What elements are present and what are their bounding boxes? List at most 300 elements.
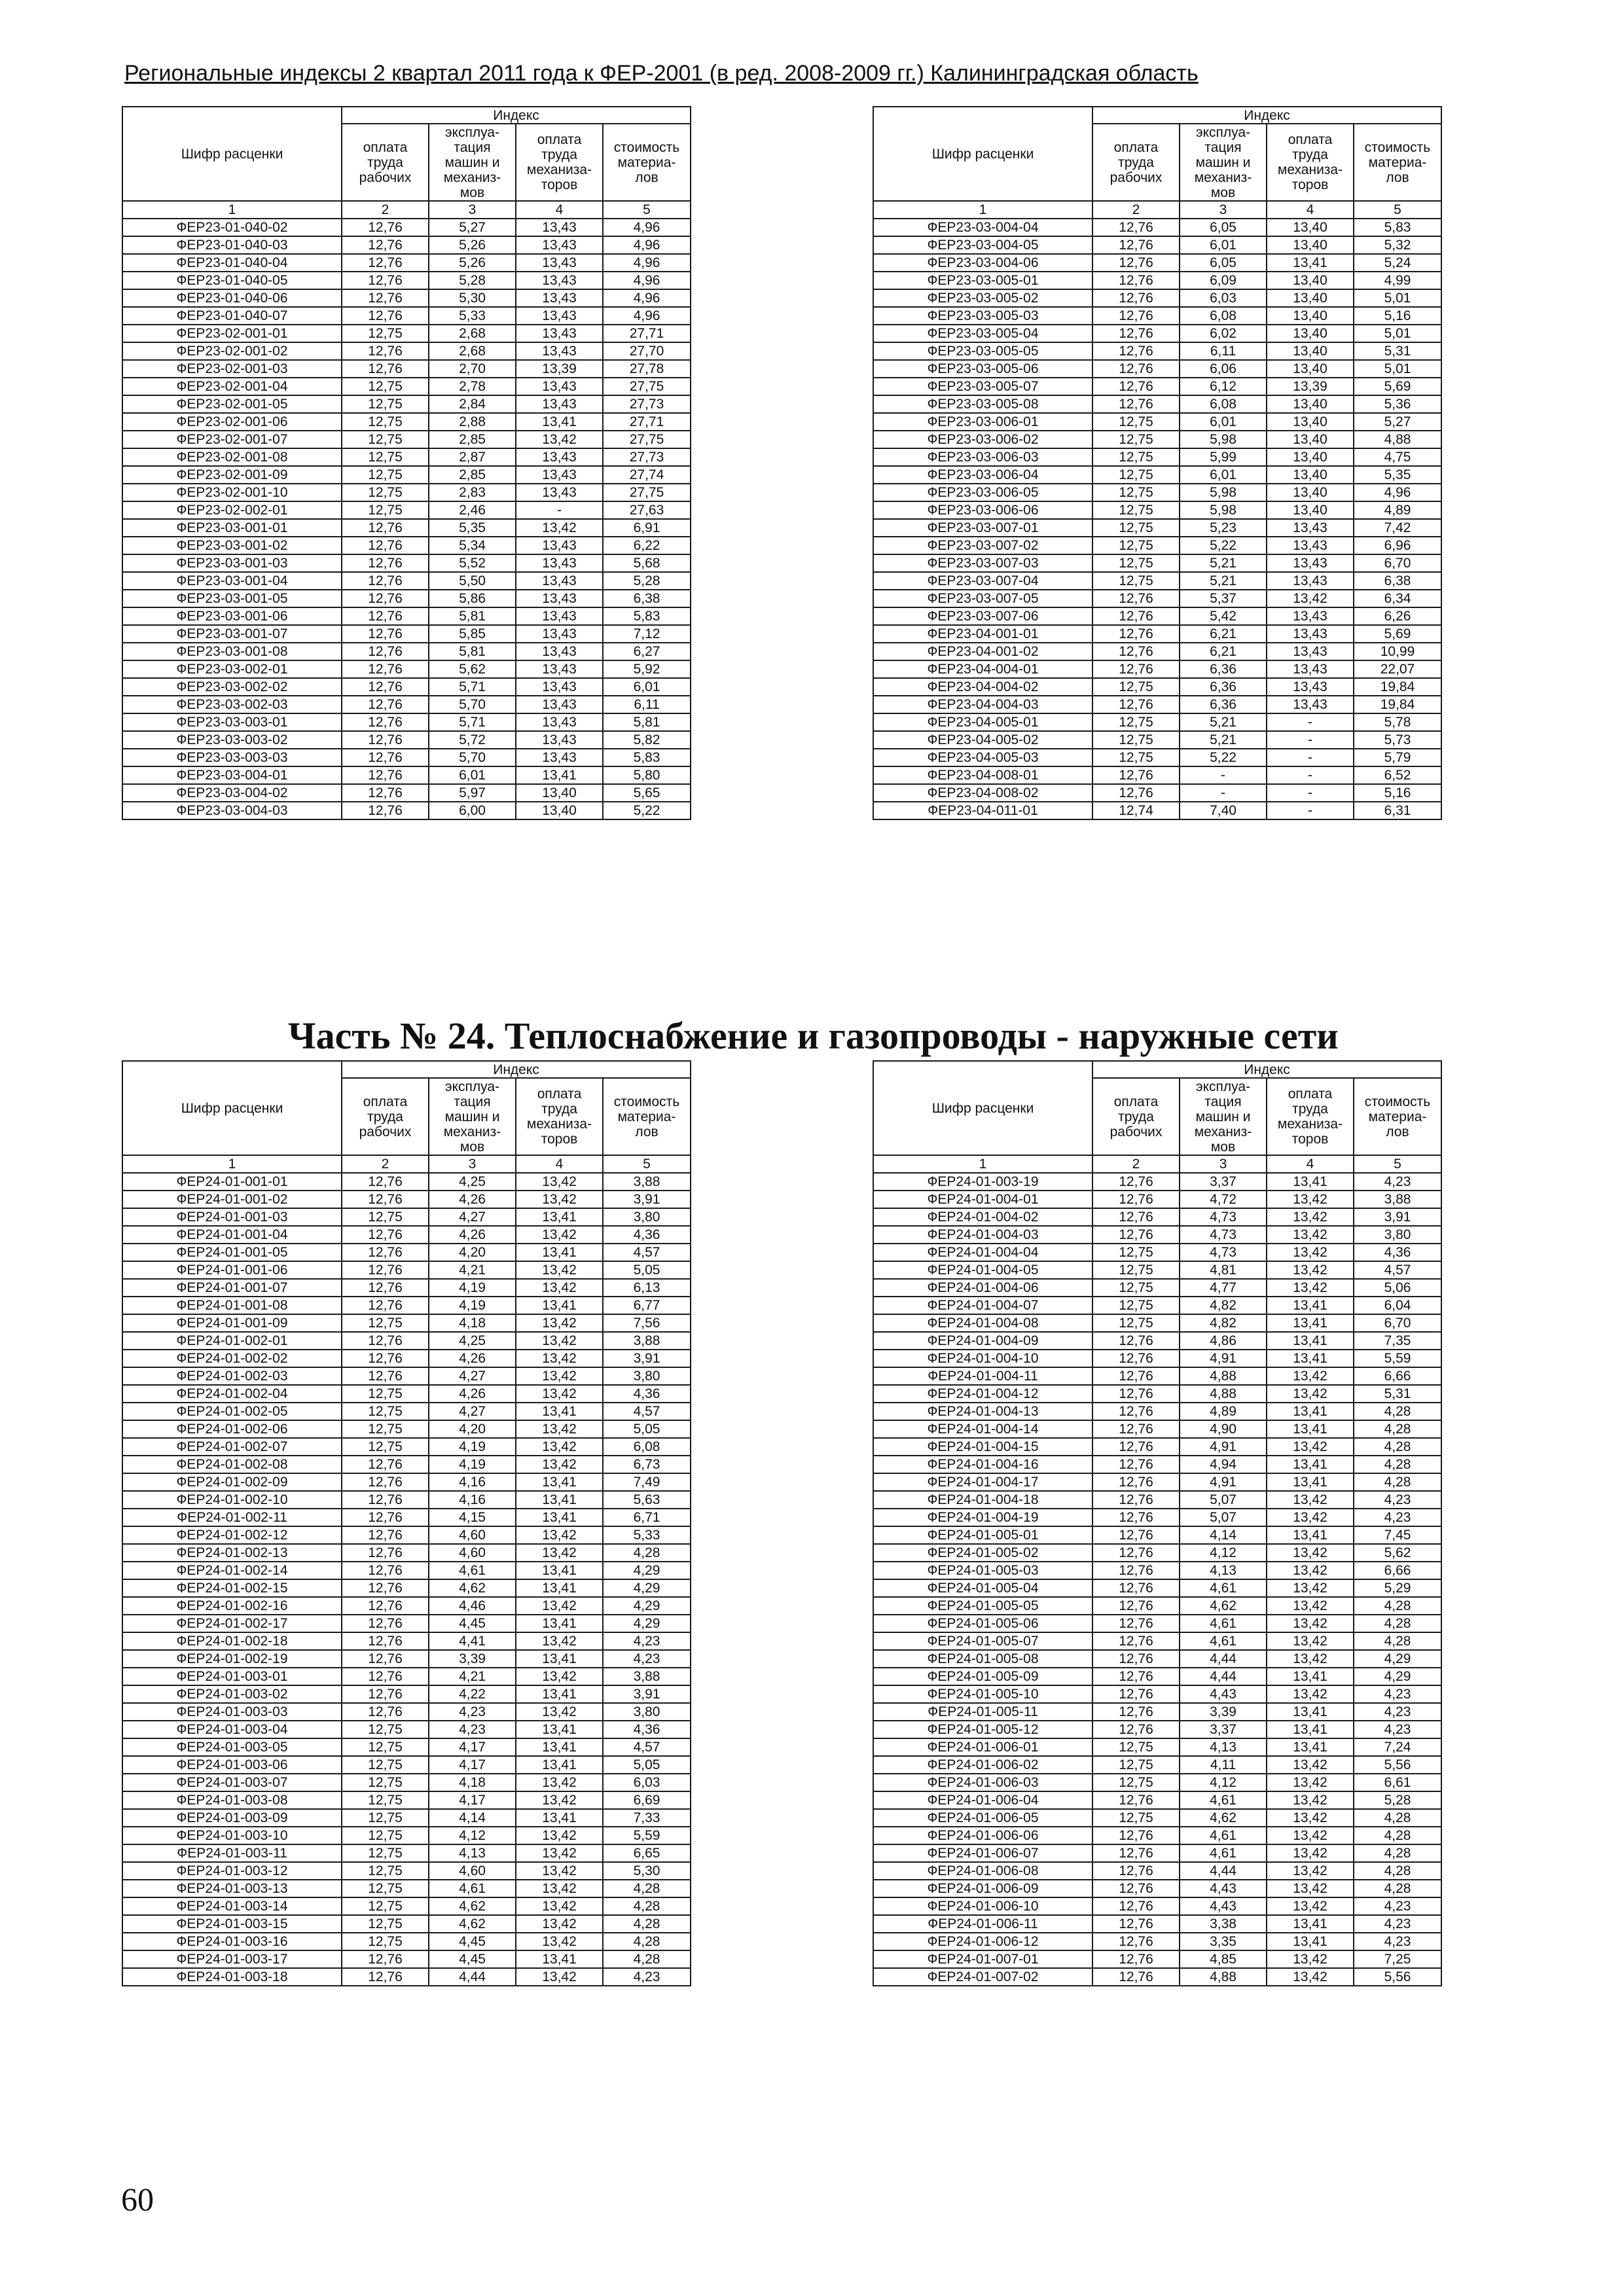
operators-index: - (1267, 713, 1354, 731)
rate-code: ФЕР24-01-005-04 (873, 1579, 1092, 1597)
table-row (873, 1332, 1441, 1350)
table-row (122, 784, 691, 802)
table-row (873, 1668, 1441, 1685)
operators-index: - (1267, 802, 1354, 819)
operators-index: 13,41 (516, 1950, 603, 1968)
machines-index: 2,68 (429, 342, 516, 360)
machines-index: 5,99 (1180, 448, 1267, 466)
labor-index: 12,76 (342, 254, 429, 272)
table-row (873, 1367, 1441, 1385)
machines-index: 5,81 (429, 643, 516, 660)
labor-index: 12,76 (342, 1685, 429, 1703)
machines-index: 4,11 (1180, 1756, 1267, 1774)
page-header: Региональные индексы 2 квартал 2011 года к ФЕР-2001 (в ред. 2008-2009 гг.) Калининградская область (124, 61, 1199, 86)
labor-index: 12,76 (342, 643, 429, 660)
rate-code: ФЕР23-03-006-03 (873, 448, 1092, 466)
table-row (122, 1350, 691, 1367)
rate-code: ФЕР23-04-008-02 (873, 784, 1092, 802)
labor-index: 12,75 (342, 1756, 429, 1774)
materials-index: 27,75 (603, 378, 691, 395)
labor-index: 12,75 (342, 1385, 429, 1403)
machines-index: 4,19 (429, 1279, 516, 1297)
labor-index: 12,75 (1092, 448, 1180, 466)
machines-index: 4,18 (429, 1774, 516, 1791)
table-row (873, 272, 1441, 289)
operators-index: 13,42 (1267, 1950, 1354, 1968)
materials-index: 4,88 (1354, 431, 1441, 448)
rate-code: ФЕР23-04-005-03 (873, 749, 1092, 766)
materials-index: 27,75 (603, 431, 691, 448)
rate-code: ФЕР24-01-006-03 (873, 1774, 1092, 1791)
materials-index: 5,80 (603, 766, 691, 784)
table-row (122, 1226, 691, 1244)
machines-index: 4,90 (1180, 1420, 1267, 1438)
labor-index: 12,75 (342, 1438, 429, 1456)
materials-index: 10,99 (1354, 643, 1441, 660)
labor-index: 12,76 (342, 1703, 429, 1721)
machines-index: 4,45 (429, 1615, 516, 1632)
col-header-materials: стоимость материа- лов (1354, 124, 1441, 201)
rate-code: ФЕР23-03-004-03 (122, 802, 342, 819)
table-row (122, 1420, 691, 1438)
labor-index: 12,76 (342, 802, 429, 819)
operators-index: 13,43 (516, 731, 603, 749)
table-row (122, 307, 691, 325)
rate-code: ФЕР24-01-002-04 (122, 1385, 342, 1403)
rate-code: ФЕР24-01-004-04 (873, 1244, 1092, 1261)
materials-index: 4,23 (603, 1632, 691, 1650)
labor-index: 12,76 (1092, 272, 1180, 289)
materials-index: 6,91 (603, 519, 691, 537)
rate-code: ФЕР24-01-003-09 (122, 1809, 342, 1827)
labor-index: 12,75 (342, 1915, 429, 1933)
labor-index: 12,76 (1092, 1191, 1180, 1208)
labor-index: 12,76 (342, 1297, 429, 1314)
materials-index: 3,91 (603, 1350, 691, 1367)
table-row (873, 1897, 1441, 1915)
operators-index: 13,42 (516, 1526, 603, 1544)
machines-index: 6,02 (1180, 325, 1267, 342)
labor-index: 12,75 (342, 1208, 429, 1226)
rate-code: ФЕР24-01-005-07 (873, 1632, 1092, 1650)
labor-index: 12,76 (342, 784, 429, 802)
rate-code: ФЕР24-01-006-11 (873, 1915, 1092, 1933)
rate-code: ФЕР23-03-007-05 (873, 590, 1092, 607)
materials-index: 7,33 (603, 1809, 691, 1827)
materials-index: 5,69 (1354, 625, 1441, 643)
table-row (873, 590, 1441, 607)
table-row (873, 1191, 1441, 1208)
operators-index: 13,42 (1267, 1597, 1354, 1615)
table-row (873, 413, 1441, 431)
labor-index: 12,76 (342, 713, 429, 731)
table-row (873, 1597, 1441, 1615)
machines-index: 5,22 (1180, 537, 1267, 554)
materials-index: 27,73 (603, 395, 691, 413)
machines-index: 4,16 (429, 1473, 516, 1491)
materials-index: 5,31 (1354, 342, 1441, 360)
labor-index: 12,75 (1092, 484, 1180, 501)
machines-index: 5,86 (429, 590, 516, 607)
operators-index: 13,42 (516, 1880, 603, 1897)
rate-code: ФЕР23-02-001-09 (122, 466, 342, 484)
table-row (122, 1827, 691, 1844)
table-row (122, 766, 691, 784)
operators-index: 13,42 (1267, 1261, 1354, 1279)
machines-index: 4,13 (1180, 1562, 1267, 1579)
materials-index: 4,28 (1354, 1403, 1441, 1420)
operators-index: - (1267, 731, 1354, 749)
rate-code: ФЕР24-01-005-08 (873, 1650, 1092, 1668)
table-body (873, 219, 1441, 819)
rate-code: ФЕР24-01-006-12 (873, 1933, 1092, 1950)
operators-index: 13,41 (1267, 1738, 1354, 1756)
operators-index: 13,41 (516, 1491, 603, 1509)
machines-index: 6,08 (1180, 395, 1267, 413)
operators-index: 13,41 (1267, 1420, 1354, 1438)
operators-index: 13,43 (516, 625, 603, 643)
machines-index: 4,43 (1180, 1685, 1267, 1703)
col-number: 2 (342, 201, 429, 219)
machines-index: 6,05 (1180, 254, 1267, 272)
labor-index: 12,75 (342, 1721, 429, 1738)
operators-index: 13,43 (516, 325, 603, 342)
materials-index: 6,73 (603, 1456, 691, 1473)
materials-index: 6,61 (1354, 1774, 1441, 1791)
table-row (122, 625, 691, 643)
materials-index: 7,56 (603, 1314, 691, 1332)
operators-index: 13,41 (1267, 1526, 1354, 1544)
machines-index: 4,27 (429, 1403, 516, 1420)
table-row (873, 254, 1441, 272)
machines-index: 4,62 (429, 1579, 516, 1597)
col-number: 3 (429, 1155, 516, 1173)
machines-index: 4,17 (429, 1791, 516, 1809)
machines-index: 4,13 (429, 1844, 516, 1862)
labor-index: 12,76 (1092, 395, 1180, 413)
table-row (873, 1933, 1441, 1950)
labor-index: 12,75 (342, 484, 429, 501)
col-number: 5 (1354, 201, 1441, 219)
table-row (122, 537, 691, 554)
table-row (873, 1261, 1441, 1279)
labor-index: 12,76 (1092, 1509, 1180, 1526)
table-row (873, 236, 1441, 254)
operators-index: 13,41 (1267, 1314, 1354, 1332)
operators-index: 13,42 (1267, 1844, 1354, 1862)
table-row (122, 431, 691, 448)
machines-index: 5,34 (429, 537, 516, 554)
labor-index: 12,76 (1092, 1862, 1180, 1880)
table-row (873, 484, 1441, 501)
operators-index: 13,42 (1267, 1438, 1354, 1456)
table-row (122, 484, 691, 501)
materials-index: 4,28 (1354, 1827, 1441, 1844)
labor-index: 12,75 (1092, 431, 1180, 448)
operators-index: 13,40 (1267, 272, 1354, 289)
rate-code: ФЕР23-01-040-03 (122, 236, 342, 254)
machines-index: 6,21 (1180, 625, 1267, 643)
machines-index: 6,01 (1180, 236, 1267, 254)
labor-index: 12,76 (1092, 590, 1180, 607)
table-row (873, 784, 1441, 802)
operators-index: 13,41 (516, 1721, 603, 1738)
operators-index: 13,42 (516, 1597, 603, 1615)
machines-index: 6,12 (1180, 378, 1267, 395)
machines-index: 5,37 (1180, 590, 1267, 607)
table-row (122, 519, 691, 537)
operators-index: 13,43 (1267, 625, 1354, 643)
col-header-labor: оплата труда рабочих (342, 1078, 429, 1155)
materials-index: 4,28 (1354, 1420, 1441, 1438)
rate-code: ФЕР24-01-006-10 (873, 1897, 1092, 1915)
col-header-machines: эксплуа- тация машин и механиз- мов (1180, 1078, 1267, 1155)
materials-index: 6,66 (1354, 1562, 1441, 1579)
table-row (122, 1261, 691, 1279)
rate-code: ФЕР24-01-003-08 (122, 1791, 342, 1809)
operators-index: 13,41 (516, 1562, 603, 1579)
machines-index: 6,36 (1180, 678, 1267, 696)
rate-code: ФЕР23-03-003-01 (122, 713, 342, 731)
table-row (873, 1968, 1441, 1986)
table-row (873, 660, 1441, 678)
rate-code: ФЕР24-01-003-16 (122, 1933, 342, 1950)
rate-code: ФЕР23-03-007-02 (873, 537, 1092, 554)
table-row (122, 1279, 691, 1297)
col-header-index: Индекс (342, 1061, 691, 1078)
machines-index: 4,21 (429, 1668, 516, 1685)
materials-index: 5,82 (603, 731, 691, 749)
table-row (873, 766, 1441, 784)
table-row (873, 1208, 1441, 1226)
col-header-materials: стоимость материа- лов (603, 124, 691, 201)
materials-index: 4,96 (603, 236, 691, 254)
materials-index: 5,16 (1354, 307, 1441, 325)
rate-code: ФЕР23-03-001-06 (122, 607, 342, 625)
machines-index: 3,37 (1180, 1721, 1267, 1738)
operators-index: 13,41 (516, 1809, 603, 1827)
labor-index: 12,75 (342, 1314, 429, 1332)
rate-code: ФЕР23-03-006-02 (873, 431, 1092, 448)
labor-index: 12,75 (342, 1809, 429, 1827)
operators-index: 13,40 (1267, 236, 1354, 254)
labor-index: 12,75 (342, 1738, 429, 1756)
operators-index: 13,42 (1267, 1827, 1354, 1844)
materials-index: 27,63 (603, 501, 691, 519)
machines-index: 4,43 (1180, 1880, 1267, 1897)
rate-code: ФЕР23-02-001-04 (122, 378, 342, 395)
materials-index: 4,23 (1354, 1721, 1441, 1738)
machines-index: 5,62 (429, 660, 516, 678)
materials-index: 4,28 (603, 1915, 691, 1933)
rate-code: ФЕР23-03-005-07 (873, 378, 1092, 395)
table-row (122, 1950, 691, 1968)
machines-index: 2,70 (429, 360, 516, 378)
rate-code: ФЕР23-03-004-02 (122, 784, 342, 802)
machines-index: 4,44 (1180, 1650, 1267, 1668)
rate-code: ФЕР24-01-004-03 (873, 1226, 1092, 1244)
labor-index: 12,75 (342, 1420, 429, 1438)
col-number: 4 (516, 1155, 603, 1173)
labor-index: 12,76 (1092, 784, 1180, 802)
table-row (873, 1738, 1441, 1756)
operators-index: 13,42 (1267, 1862, 1354, 1880)
labor-index: 12,76 (1092, 1350, 1180, 1367)
machines-index: 2,85 (429, 431, 516, 448)
table-row (122, 395, 691, 413)
machines-index: 6,01 (1180, 413, 1267, 431)
materials-index: 4,96 (603, 289, 691, 307)
materials-index: 6,66 (1354, 1367, 1441, 1385)
rate-code: ФЕР23-04-001-01 (873, 625, 1092, 643)
table-row (873, 731, 1441, 749)
operators-index: 13,41 (1267, 1350, 1354, 1367)
machines-index: 4,77 (1180, 1279, 1267, 1297)
table-row (122, 1314, 691, 1332)
table-row (122, 413, 691, 431)
labor-index: 12,75 (342, 378, 429, 395)
labor-index: 12,76 (1092, 1526, 1180, 1544)
machines-index: 5,72 (429, 731, 516, 749)
rate-code: ФЕР24-01-001-03 (122, 1208, 342, 1226)
materials-index: 5,62 (1354, 1544, 1441, 1562)
rate-code: ФЕР24-01-002-02 (122, 1350, 342, 1367)
labor-index: 12,76 (1092, 325, 1180, 342)
rate-code: ФЕР24-01-002-10 (122, 1491, 342, 1509)
labor-index: 12,76 (342, 625, 429, 643)
labor-index: 12,76 (1092, 219, 1180, 236)
table-row (122, 1544, 691, 1562)
materials-index: 6,31 (1354, 802, 1441, 819)
machines-index: 4,91 (1180, 1438, 1267, 1456)
table-row (873, 1915, 1441, 1933)
labor-index: 12,76 (342, 1579, 429, 1597)
table-row (873, 643, 1441, 660)
rate-code: ФЕР24-01-003-14 (122, 1897, 342, 1915)
labor-index: 12,76 (342, 607, 429, 625)
table-row (873, 1615, 1441, 1632)
labor-index: 12,75 (1092, 749, 1180, 766)
materials-index: 5,28 (1354, 1791, 1441, 1809)
rate-code: ФЕР24-01-005-02 (873, 1544, 1092, 1562)
operators-index: 13,43 (1267, 537, 1354, 554)
machines-index: 6,06 (1180, 360, 1267, 378)
labor-index: 12,76 (1092, 1685, 1180, 1703)
machines-index: 4,25 (429, 1173, 516, 1191)
machines-index: 4,21 (429, 1261, 516, 1279)
machines-index: 2,68 (429, 325, 516, 342)
labor-index: 12,75 (1092, 1756, 1180, 1774)
operators-index: 13,42 (516, 1173, 603, 1191)
table-row (122, 1862, 691, 1880)
table-row (873, 431, 1441, 448)
rate-code: ФЕР24-01-007-01 (873, 1950, 1092, 1968)
rate-code: ФЕР24-01-006-02 (873, 1756, 1092, 1774)
machines-index: 5,07 (1180, 1509, 1267, 1526)
machines-index: 4,88 (1180, 1367, 1267, 1385)
materials-index: 4,28 (1354, 1632, 1441, 1650)
machines-index: 4,62 (1180, 1809, 1267, 1827)
labor-index: 12,75 (1092, 1774, 1180, 1791)
rate-code: ФЕР24-01-003-02 (122, 1685, 342, 1703)
table-row (122, 1897, 691, 1915)
rate-code: ФЕР24-01-003-03 (122, 1703, 342, 1721)
labor-index: 12,76 (1092, 1933, 1180, 1950)
col-number: 1 (873, 1155, 1092, 1173)
operators-index: 13,42 (516, 1844, 603, 1862)
materials-index: 5,31 (1354, 1385, 1441, 1403)
operators-index: 13,43 (516, 236, 603, 254)
labor-index: 12,76 (342, 1968, 429, 1986)
materials-index: 4,89 (1354, 501, 1441, 519)
machines-index: 5,30 (429, 289, 516, 307)
machines-index: 4,61 (429, 1880, 516, 1897)
materials-index: 3,88 (603, 1173, 691, 1191)
rate-code: ФЕР24-01-005-10 (873, 1685, 1092, 1703)
labor-index: 12,75 (1092, 713, 1180, 731)
rate-code: ФЕР24-01-005-03 (873, 1562, 1092, 1579)
machines-index: 5,42 (1180, 607, 1267, 625)
operators-index: 13,42 (1267, 1756, 1354, 1774)
materials-index: 4,28 (603, 1544, 691, 1562)
rate-code: ФЕР24-01-003-05 (122, 1738, 342, 1756)
labor-index: 12,76 (1092, 643, 1180, 660)
machines-index: 2,85 (429, 466, 516, 484)
rate-code: ФЕР23-03-007-04 (873, 572, 1092, 590)
materials-index: 4,28 (1354, 1844, 1441, 1862)
table-row (122, 1809, 691, 1827)
machines-index: 4,46 (429, 1597, 516, 1615)
materials-index: 4,36 (1354, 1244, 1441, 1261)
operators-index: 13,42 (516, 1261, 603, 1279)
rate-code: ФЕР23-03-005-05 (873, 342, 1092, 360)
rate-code: ФЕР23-04-005-02 (873, 731, 1092, 749)
materials-index: 4,28 (603, 1950, 691, 1968)
col-header-materials: стоимость материа- лов (1354, 1078, 1441, 1155)
rate-code: ФЕР23-03-001-02 (122, 537, 342, 554)
materials-index: 4,23 (1354, 1509, 1441, 1526)
materials-index: 4,23 (603, 1968, 691, 1986)
rate-code: ФЕР23-03-001-05 (122, 590, 342, 607)
table-row (873, 1473, 1441, 1491)
machines-index: 4,61 (1180, 1615, 1267, 1632)
rate-code: ФЕР24-01-005-01 (873, 1526, 1092, 1544)
materials-index: 6,65 (603, 1844, 691, 1862)
materials-index: 3,91 (603, 1685, 691, 1703)
col-number: 1 (122, 1155, 342, 1173)
col-number: 2 (1092, 201, 1180, 219)
rates-table (873, 106, 1442, 820)
table-row (122, 1615, 691, 1632)
labor-index: 12,76 (342, 236, 429, 254)
table-row (122, 749, 691, 766)
rate-code: ФЕР24-01-002-05 (122, 1403, 342, 1420)
machines-index: 4,19 (429, 1297, 516, 1314)
labor-index: 12,75 (342, 1774, 429, 1791)
operators-index: 13,41 (1267, 1721, 1354, 1738)
labor-index: 12,75 (1092, 572, 1180, 590)
operators-index: 13,43 (1267, 643, 1354, 660)
table-row (122, 1738, 691, 1756)
labor-index: 12,76 (342, 272, 429, 289)
labor-index: 12,76 (342, 1173, 429, 1191)
operators-index: 13,41 (516, 1509, 603, 1526)
machines-index: 4,44 (1180, 1668, 1267, 1685)
materials-index: 5,27 (1354, 413, 1441, 431)
machines-index: - (1180, 784, 1267, 802)
labor-index: 12,76 (342, 731, 429, 749)
materials-index: 5,16 (1354, 784, 1441, 802)
